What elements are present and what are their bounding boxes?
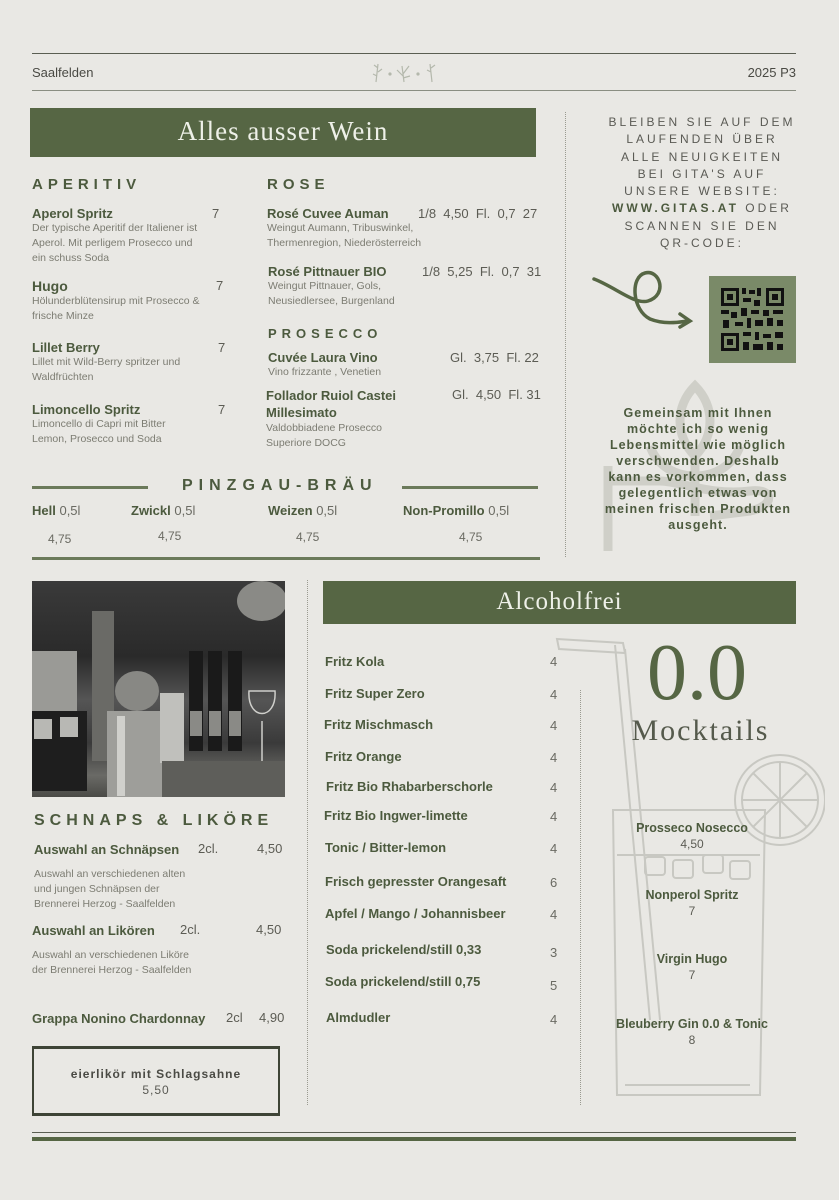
- list-item: Soda prickelend/still 0,33: [326, 942, 482, 957]
- list-item: Fritz Super Zero: [325, 686, 425, 701]
- header-bottom-rule: [32, 90, 796, 91]
- list-item: Fritz Bio Ingwer-limette: [324, 808, 468, 823]
- alcoholfrei-banner: [323, 581, 796, 624]
- list-item: Fritz Kola: [325, 654, 385, 669]
- item-price: 4: [550, 1012, 558, 1027]
- beer-price: 4,75: [158, 529, 182, 543]
- beer-item: Weizen 0,5l: [268, 503, 338, 518]
- list-item: Tonic / Bitter-lemon: [325, 840, 447, 855]
- list-item: Cuvée Laura Vino Gl. 3,75 Fl. 22 Vino frizzante , Venetien: [268, 350, 539, 378]
- list-item: Limoncello Spritz 7 Limoncello di Capri mit Bitter Lemon, Prosecco und Soda: [32, 402, 226, 445]
- location-label: Saalfelden: [32, 65, 94, 80]
- beer-price: 4,75: [48, 532, 72, 546]
- mocktail-item: Bleuberry Gin 0.0 & Tonic 8: [616, 1017, 768, 1047]
- waste-note-text: Gemeinsam mit Ihnen möchte ich so wenig Lebensmittel wie möglich verschwenden. Deshalb kann es vorkommen, dass gelegentlich etwas von meinen frischen Produkten ausgeht.: [604, 406, 792, 532]
- list-item: Grappa Nonino Chardonnay 2cl 4,90: [32, 1010, 285, 1026]
- mocktails-big-number: 0.0: [647, 629, 747, 717]
- herb-sprigs-icon: [368, 60, 440, 84]
- rose-title: ROSE: [267, 176, 330, 193]
- curly-arrow-icon: [590, 265, 700, 335]
- aperitiv-title: APERITIV: [32, 176, 142, 193]
- list-item: Auswahl an Schnäpsen 2cl. 4,50 Auswahl an verschiedenen alten und jungen Schnäpsen der Brennerei Herzog - Saalfelden: [34, 841, 283, 910]
- special-name: eierlikör mit Schlagsahne: [70, 1067, 242, 1081]
- item-price: 4: [550, 780, 558, 795]
- mocktails-title: Mocktails: [631, 714, 770, 747]
- website-link[interactable]: WWW.GITAS.AT: [612, 201, 739, 216]
- list-item: Follador Ruiol Castei Millesimato Gl. 4,50 Fl. 31 Valdobbiadene Prosecco Superiore DOCG: [266, 387, 541, 449]
- list-item: Soda prickelend/still 0,75: [325, 974, 481, 989]
- beer-item: Non-Promillo 0,5l: [403, 503, 510, 518]
- list-item: Auswahl an Likören 2cl. 4,50 Auswahl an verschiedenen Liköre der Brennerei Herzog - Saalfelden: [32, 922, 282, 976]
- distillery-photo: [32, 581, 285, 797]
- beer-item: Zwickl 0,5l: [131, 503, 196, 518]
- list-item: Apfel / Mango / Johannisbeer: [325, 906, 506, 921]
- eierlikoer-box: [32, 1046, 280, 1116]
- edition-label: 2025 P3: [747, 65, 796, 80]
- list-item: Fritz Orange: [325, 749, 402, 764]
- qr-code-icon[interactable]: [709, 276, 796, 363]
- beer-rule-right: [402, 486, 538, 489]
- list-item: Rosé Cuvee Auman 1/8 4,50 Fl. 0,7 27 Weingut Aumann, Tribuswinkel, Thermenregion, Niederösterreich: [267, 206, 538, 249]
- item-price: 4: [550, 687, 558, 702]
- schnaps-title: SCHNAPS & LIKÖRE: [34, 812, 274, 829]
- mocktail-item: Virgin Hugo 7: [656, 952, 728, 982]
- list-item: Rosé Pittnauer BIO 1/8 5,25 Fl. 0,7 31 Weingut Pittnauer, Gols, Neusiedlersee, Burgenland: [268, 264, 542, 307]
- list-item: Fritz Mischmasch: [324, 717, 434, 732]
- item-price: 4: [550, 907, 558, 922]
- alles-ausser-wein-banner: [30, 108, 536, 157]
- info-text: BLEIBEN SIE AUF DEM LAUFENDEN ÜBER ALLE NEUIGKEITEN BEI GITA'S AUF UNSERE WEBSITE: WWW.GITAS.AT ODER SCANNEN SIE DEN QR-CODE:: [608, 115, 796, 251]
- list-item: Aperol Spritz 7 Der typische Aperitif der Italiener ist Aperol. Mit perligem Prosecco und ein schuss Soda: [32, 206, 220, 264]
- item-price: 4: [550, 654, 558, 669]
- divider-right-top: [565, 112, 566, 557]
- list-item: Lillet Berry 7 Lillet mit Wild-Berry spritzer und Waldfrüchten: [32, 340, 226, 383]
- beer-item: Hell 0,5l: [32, 503, 81, 518]
- prosecco-title: PROSECCO: [268, 326, 383, 341]
- beer-price: 4,75: [459, 530, 483, 544]
- list-item: Almdudler: [326, 1010, 391, 1025]
- item-price: 4: [550, 718, 558, 733]
- item-price: 6: [550, 875, 558, 890]
- item-price: 4: [550, 750, 558, 765]
- item-price: 3: [550, 945, 558, 960]
- beer-rule-left: [32, 486, 148, 489]
- header-top-rule: [32, 53, 796, 54]
- footer-thick-rule: [32, 1137, 796, 1141]
- banner-title: Alles ausser Wein: [177, 116, 389, 146]
- footer-thin-rule: [32, 1132, 796, 1133]
- item-price: 5: [550, 978, 558, 993]
- special-price: 5,50: [142, 1083, 170, 1097]
- alcoholfrei-title: Alcoholfrei: [496, 588, 623, 615]
- item-price: 4: [550, 841, 558, 856]
- list-item: Frisch gepresster Orangesaft: [325, 874, 507, 889]
- divider-middle-bottom: [307, 580, 308, 1105]
- list-item: Hugo 7 Hölunderblütensirup mit Prosecco & frische Minze: [32, 278, 224, 322]
- mocktail-item: Nonperol Spritz 7: [645, 888, 739, 918]
- list-item: Fritz Bio Rhabarberschorle: [326, 779, 493, 794]
- item-price: 4: [550, 809, 558, 824]
- beer-bottom-rule: [32, 557, 540, 560]
- beer-title: PINZGAU-BRÄU: [182, 477, 378, 494]
- beer-price: 4,75: [296, 530, 320, 544]
- mocktail-item: Prosseco Nosecco 4,50: [636, 821, 748, 851]
